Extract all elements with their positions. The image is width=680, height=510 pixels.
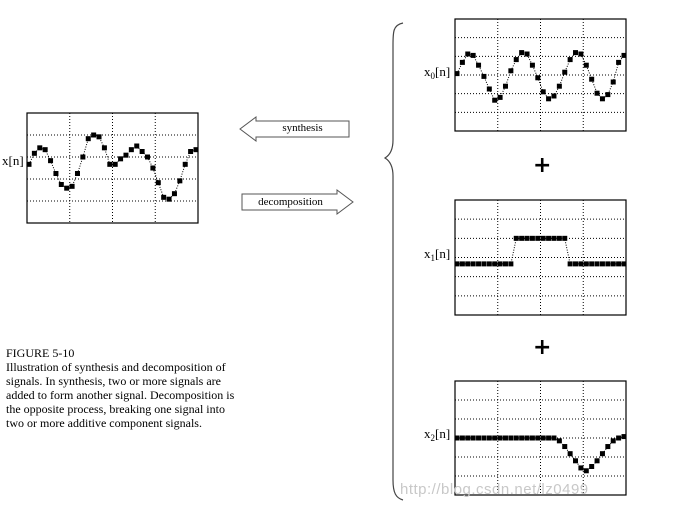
- data-point: [589, 261, 594, 266]
- data-point: [535, 236, 540, 241]
- data-point: [172, 191, 177, 196]
- data-point: [562, 444, 567, 449]
- data-point: [145, 155, 150, 160]
- data-point: [492, 98, 497, 103]
- data-point: [519, 436, 524, 441]
- data-point: [514, 236, 519, 241]
- data-point: [605, 261, 610, 266]
- data-point: [568, 451, 573, 456]
- data-point: [568, 57, 573, 62]
- data-point: [481, 261, 486, 266]
- data-point: [519, 50, 524, 55]
- caption-line: signals. In synthesis, two or more signals are: [6, 374, 221, 388]
- data-point: [546, 236, 551, 241]
- data-point: [498, 261, 503, 266]
- data-point: [578, 52, 583, 57]
- x1-label: $x_1[n]$: [424, 246, 451, 263]
- caption-line: Illustration of synthesis and decomposition of: [6, 360, 226, 374]
- data-point: [43, 147, 48, 152]
- data-point: [622, 434, 627, 439]
- data-point: [32, 151, 37, 156]
- plot-x2: [454, 380, 627, 496]
- synthesis-label: synthesis: [282, 122, 323, 134]
- data-point: [86, 136, 91, 141]
- curly-brace: [385, 23, 403, 500]
- plot-frame: [455, 19, 626, 131]
- data-point: [460, 60, 465, 65]
- data-point: [589, 464, 594, 469]
- data-point: [48, 158, 53, 163]
- data-point: [541, 89, 546, 94]
- plot-x0: [454, 18, 627, 132]
- data-point: [59, 182, 64, 187]
- data-point: [465, 52, 470, 57]
- data-point: [476, 436, 481, 441]
- data-point: [150, 166, 155, 171]
- data-point: [37, 145, 42, 150]
- data-point: [611, 80, 616, 85]
- data-point: [595, 91, 600, 96]
- plot-x1: [454, 199, 627, 316]
- data-point: [118, 156, 123, 161]
- data-point: [541, 436, 546, 441]
- data-point: [589, 77, 594, 82]
- data-point: [530, 63, 535, 68]
- data-point: [503, 84, 508, 89]
- data-point: [455, 71, 460, 76]
- data-point: [97, 134, 102, 139]
- data-point: [492, 261, 497, 266]
- data-point: [557, 84, 562, 89]
- x2-label: $x_2[n]$: [424, 426, 451, 443]
- caption-line: added to form another signal. Decomposition is: [6, 388, 235, 402]
- data-point: [595, 458, 600, 463]
- data-point: [156, 180, 161, 185]
- data-point: [508, 261, 513, 266]
- data-point: [167, 197, 172, 202]
- data-point: [487, 261, 492, 266]
- data-point: [573, 458, 578, 463]
- data-point: [91, 133, 96, 138]
- data-point: [465, 436, 470, 441]
- data-point: [471, 436, 476, 441]
- data-point: [616, 60, 621, 65]
- data-point: [535, 436, 540, 441]
- data-point: [584, 63, 589, 68]
- data-point: [622, 261, 627, 266]
- data-point: [578, 261, 583, 266]
- data-point: [557, 236, 562, 241]
- data-point: [177, 178, 182, 183]
- x-label: x[n]: [2, 153, 24, 168]
- data-point: [75, 171, 80, 176]
- data-point: [573, 50, 578, 55]
- figure-number: FIGURE 5-10: [6, 346, 75, 360]
- data-point: [525, 52, 530, 57]
- caption-line: two or more additive component signals.: [6, 416, 202, 430]
- data-point: [481, 436, 486, 441]
- data-point: [53, 171, 58, 176]
- data-point: [616, 436, 621, 441]
- plot-x: [26, 112, 199, 224]
- data-point: [481, 74, 486, 79]
- data-point: [194, 147, 199, 152]
- data-point: [584, 468, 589, 473]
- data-point: [519, 236, 524, 241]
- data-point: [503, 261, 508, 266]
- data-point: [113, 162, 118, 167]
- data-point: [492, 436, 497, 441]
- data-point: [498, 436, 503, 441]
- data-point: [551, 436, 556, 441]
- watermark: http://blog.csdn.net/lz0499: [400, 481, 589, 498]
- data-point: [487, 87, 492, 92]
- data-point: [525, 236, 530, 241]
- data-point: [64, 186, 69, 191]
- data-point: [487, 436, 492, 441]
- data-point: [578, 465, 583, 470]
- data-point: [80, 155, 85, 160]
- data-point: [551, 94, 556, 99]
- plus-sign-1: +: [533, 153, 552, 178]
- data-point: [541, 236, 546, 241]
- data-point: [600, 451, 605, 456]
- data-point: [455, 261, 460, 266]
- data-point: [129, 147, 134, 152]
- data-point: [188, 149, 193, 154]
- data-point: [183, 162, 188, 167]
- data-point: [476, 63, 481, 68]
- data-point: [605, 92, 610, 97]
- data-point: [584, 261, 589, 266]
- data-point: [503, 436, 508, 441]
- data-point: [546, 96, 551, 101]
- data-point: [161, 195, 166, 200]
- data-point: [562, 70, 567, 75]
- data-point: [616, 261, 621, 266]
- data-point: [107, 162, 112, 167]
- data-point: [123, 153, 128, 158]
- data-point: [557, 438, 562, 443]
- data-point: [134, 144, 139, 149]
- data-point: [471, 53, 476, 58]
- x0-label: $x_0[n]$: [424, 64, 451, 81]
- data-point: [600, 261, 605, 266]
- data-point: [514, 57, 519, 62]
- data-point: [622, 53, 627, 58]
- data-point: [508, 436, 513, 441]
- data-point: [611, 438, 616, 443]
- data-point: [508, 68, 513, 73]
- data-point: [514, 436, 519, 441]
- data-point: [471, 261, 476, 266]
- decomposition-label: decomposition: [258, 196, 323, 208]
- data-point: [535, 75, 540, 80]
- data-point: [498, 95, 503, 100]
- data-point: [525, 436, 530, 441]
- data-point: [465, 261, 470, 266]
- data-point: [546, 436, 551, 441]
- data-point: [530, 436, 535, 441]
- data-point: [562, 236, 567, 241]
- plus-sign-2: +: [533, 335, 552, 360]
- data-point: [573, 261, 578, 266]
- figure-caption: [6, 346, 281, 430]
- data-point: [605, 444, 610, 449]
- caption-line: the opposite process, breaking one signal into: [6, 402, 225, 416]
- data-point: [551, 236, 556, 241]
- data-point: [460, 261, 465, 266]
- data-point: [27, 162, 32, 167]
- data-point: [530, 236, 535, 241]
- data-point: [460, 436, 465, 441]
- data-point: [476, 261, 481, 266]
- data-point: [455, 436, 460, 441]
- data-point: [595, 261, 600, 266]
- data-point: [600, 96, 605, 101]
- data-point: [611, 261, 616, 266]
- data-point: [70, 184, 75, 189]
- data-point: [102, 145, 107, 150]
- data-point: [140, 149, 145, 154]
- data-point: [568, 261, 573, 266]
